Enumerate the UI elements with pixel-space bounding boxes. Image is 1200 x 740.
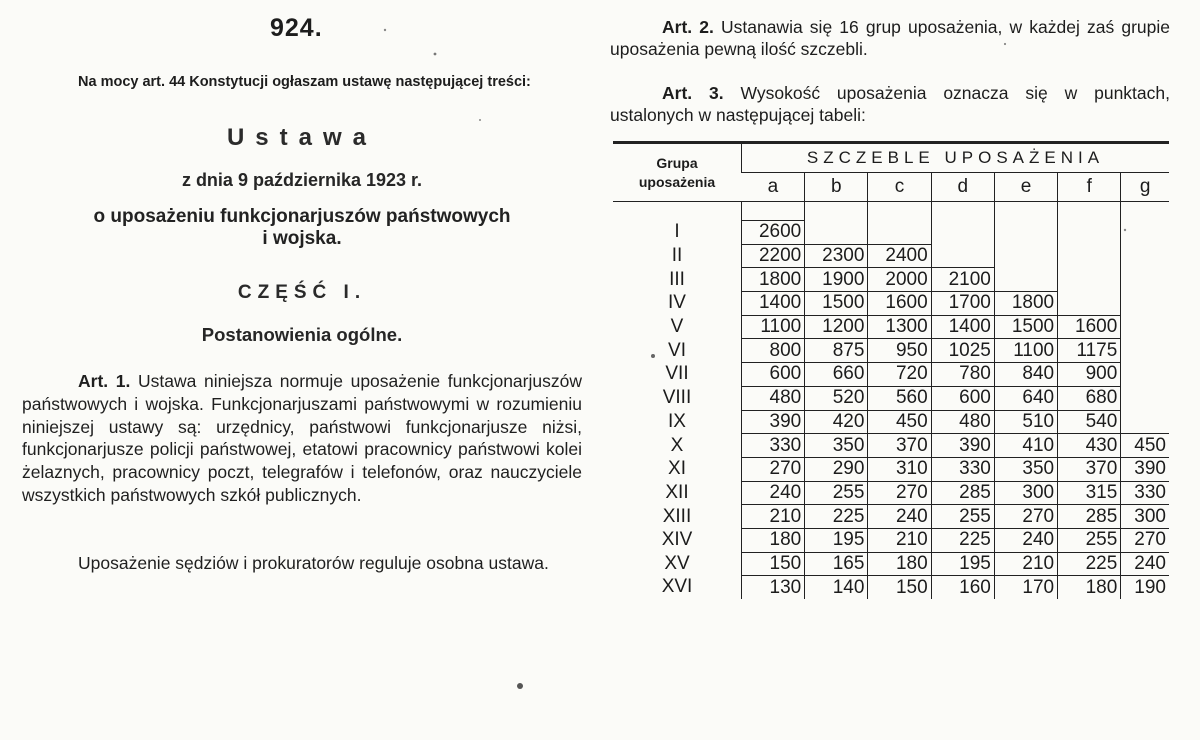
value-cell-d: 390	[931, 434, 994, 458]
article-2-label: Art. 2.	[662, 17, 714, 37]
law-subject-line-2: i wojska.	[262, 228, 342, 249]
value-cell-b: 1900	[805, 268, 868, 292]
value-cell-b: 225	[805, 505, 868, 529]
value-cell-d: 195	[931, 552, 994, 576]
value-cell-e: 240	[994, 528, 1057, 552]
group-header-line-2: uposażenia	[638, 173, 716, 190]
group-cell: XIV	[661, 529, 693, 551]
value-cell-d: 1700	[931, 292, 994, 316]
value-cell-f	[1058, 292, 1121, 316]
table-row	[613, 244, 1169, 268]
group-cell: XII	[665, 481, 689, 503]
group-cell: VI	[668, 339, 686, 361]
value-cell-b: 290	[805, 457, 868, 481]
value-cell-e: 170	[994, 576, 1057, 599]
section-heading: Postanowienia ogólne.	[201, 324, 403, 345]
speck	[434, 53, 437, 56]
value-cell-a: 180	[742, 528, 805, 552]
value-cell-b: 350	[805, 434, 868, 458]
value-cell-a: 600	[742, 363, 805, 387]
group-cell: XIII	[662, 505, 692, 527]
spacer-cell	[1121, 202, 1169, 221]
group-cell: X	[670, 434, 684, 456]
article-1-text: Ustawa niniejsza normuje uposażenie funkcjonarjuszów państwowych i wojska. Funkcjonarjuszami państwowymi w rozumieniu niniejszej ustawy są: urzędnicy, państwowi funkcjonarjusze niżsi, funkcjonarjusze policji państwowej, etatowi pracownicy państwowi kolei żelaznych, pracownicy poczt, telegrafów i telefonów, oraz nauczyciele wszystkich państwowych szkół publicznych.	[22, 371, 582, 505]
value-cell-b: 520	[805, 386, 868, 410]
value-cell-d	[931, 221, 994, 245]
value-cell-g: 390	[1121, 457, 1169, 481]
value-cell-e: 640	[994, 386, 1057, 410]
value-cell-c: 720	[868, 363, 931, 387]
group-cell: XVI	[661, 576, 693, 598]
value-cell-f: 900	[1058, 363, 1121, 387]
value-cell-d: 285	[931, 481, 994, 505]
value-cell-f: 1175	[1058, 339, 1121, 363]
value-cell-g: 270	[1121, 528, 1169, 552]
value-cell-c: 210	[868, 528, 931, 552]
value-cell-e: 840	[994, 363, 1057, 387]
value-cell-d: 480	[931, 410, 994, 434]
value-cell-b: 195	[805, 528, 868, 552]
table-row	[613, 268, 1169, 292]
table-row	[613, 315, 1169, 339]
law-date: z dnia 9 października 1923 r.	[181, 170, 423, 190]
group-cell: III	[669, 268, 685, 290]
spacer-row	[613, 202, 1169, 221]
article-1-paragraph	[22, 370, 582, 507]
value-cell-e: 1800	[994, 292, 1057, 316]
part-heading: CZĘŚĆ I.	[237, 282, 367, 303]
value-cell-a: 1400	[742, 292, 805, 316]
article-3-text: Wysokość uposażenia oznacza się w punktach, ustalonych w następującej tabeli:	[610, 83, 1170, 125]
value-cell-a: 2200	[742, 244, 805, 268]
value-cell-d: 225	[931, 528, 994, 552]
value-cell-f: 370	[1058, 457, 1121, 481]
value-cell-e: 270	[994, 505, 1057, 529]
value-cell-b: 140	[805, 576, 868, 599]
value-cell-c: 150	[868, 576, 931, 599]
value-cell-a: 240	[742, 481, 805, 505]
value-cell-f	[1058, 268, 1121, 292]
value-cell-b: 1500	[805, 292, 868, 316]
value-cell-c: 2000	[868, 268, 931, 292]
group-cell: XV	[664, 552, 690, 574]
group-cell: VIII	[662, 387, 692, 409]
value-cell-a: 210	[742, 505, 805, 529]
value-cell-g: 190	[1121, 576, 1169, 599]
value-cell-g: 330	[1121, 481, 1169, 505]
value-cell-e	[994, 268, 1057, 292]
value-cell-a: 1800	[742, 268, 805, 292]
table-row	[613, 221, 1169, 245]
value-cell-g	[1121, 244, 1169, 268]
value-cell-f: 225	[1058, 552, 1121, 576]
value-cell-c: 2400	[868, 244, 931, 268]
group-cell: II	[671, 245, 683, 267]
spacer-cell	[805, 202, 868, 221]
article-2-text: Ustanawia się 16 grup uposażenia, w każdej zaś grupie uposażenia pewną ilość szczebli.	[610, 17, 1170, 59]
table-row	[613, 363, 1169, 387]
speck	[384, 29, 386, 31]
value-cell-d: 780	[931, 363, 994, 387]
table-row	[613, 576, 1169, 599]
table-row	[613, 505, 1169, 529]
group-cell: IX	[668, 410, 686, 432]
value-cell-e: 510	[994, 410, 1057, 434]
article-3-label: Art. 3.	[662, 83, 724, 103]
value-cell-a: 330	[742, 434, 805, 458]
value-cell-c: 1600	[868, 292, 931, 316]
value-cell-d: 600	[931, 386, 994, 410]
value-cell-f: 680	[1058, 386, 1121, 410]
levels-header: SZCZEBLE UPOSAŻENIA	[742, 143, 1170, 173]
promulgation-text: Na mocy art. 44 Konstytucji ogłaszam ustawę następującej treści:	[78, 74, 531, 90]
column-header-g: g	[1121, 173, 1169, 202]
table-row	[613, 339, 1169, 363]
table-row	[613, 386, 1169, 410]
law-subject	[22, 206, 582, 250]
value-cell-b: 420	[805, 410, 868, 434]
value-cell-f: 315	[1058, 481, 1121, 505]
value-cell-c: 310	[868, 457, 931, 481]
group-cell: XI	[668, 458, 686, 480]
page-number: 924.	[270, 14, 323, 42]
value-cell-e: 350	[994, 457, 1057, 481]
column-header-d: d	[931, 173, 994, 202]
value-cell-c: 180	[868, 552, 931, 576]
group-column-header	[613, 143, 742, 202]
value-cell-f: 180	[1058, 576, 1121, 599]
group-cell: I	[674, 221, 680, 243]
spacer-cell	[868, 202, 931, 221]
salary-points-table	[613, 141, 1169, 599]
value-cell-e: 1100	[994, 339, 1057, 363]
value-cell-e	[994, 221, 1057, 245]
group-header-line-1: Grupa	[656, 154, 698, 171]
value-cell-e: 410	[994, 434, 1057, 458]
column-header-f: f	[1058, 173, 1121, 202]
value-cell-a: 1100	[742, 315, 805, 339]
value-cell-c: 240	[868, 505, 931, 529]
value-cell-c: 370	[868, 434, 931, 458]
spacer-cell	[994, 202, 1057, 221]
value-cell-c	[868, 221, 931, 245]
table-row	[613, 457, 1169, 481]
table-row	[613, 552, 1169, 576]
value-cell-b: 255	[805, 481, 868, 505]
value-cell-g	[1121, 386, 1169, 410]
column-header-c: c	[868, 173, 931, 202]
value-cell-g	[1121, 268, 1169, 292]
value-cell-g: 300	[1121, 505, 1169, 529]
value-cell-d: 330	[931, 457, 994, 481]
value-cell-d	[931, 244, 994, 268]
value-cell-d: 1400	[931, 315, 994, 339]
value-cell-e: 1500	[994, 315, 1057, 339]
value-cell-d: 1025	[931, 339, 994, 363]
spacer-cell	[742, 202, 805, 221]
value-cell-d: 2100	[931, 268, 994, 292]
value-cell-a: 480	[742, 386, 805, 410]
value-cell-c: 450	[868, 410, 931, 434]
table-row	[613, 410, 1169, 434]
value-cell-b: 660	[805, 363, 868, 387]
table-row	[613, 434, 1169, 458]
value-cell-a: 800	[742, 339, 805, 363]
value-cell-b: 1200	[805, 315, 868, 339]
law-subject-line-1: o uposażeniu funkcjonarjuszów państwowych	[93, 206, 511, 227]
column-header-e: e	[994, 173, 1057, 202]
value-cell-c: 560	[868, 386, 931, 410]
value-cell-g	[1121, 363, 1169, 387]
value-cell-g	[1121, 339, 1169, 363]
column-header-b: b	[805, 173, 868, 202]
table-body	[613, 202, 1169, 600]
value-cell-b: 165	[805, 552, 868, 576]
group-cell: IV	[668, 292, 686, 314]
value-cell-a: 2600	[742, 221, 805, 245]
value-cell-f: 1600	[1058, 315, 1121, 339]
article-1-paragraph-2: Uposażenie sędziów i prokuratorów reguluje osobna ustawa.	[78, 553, 549, 573]
value-cell-c: 270	[868, 481, 931, 505]
value-cell-f: 255	[1058, 528, 1121, 552]
value-cell-b: 875	[805, 339, 868, 363]
law-title: Ustawa	[226, 124, 378, 151]
value-cell-a: 130	[742, 576, 805, 599]
value-cell-a: 150	[742, 552, 805, 576]
value-cell-e: 210	[994, 552, 1057, 576]
value-cell-f: 285	[1058, 505, 1121, 529]
spacer-cell	[1058, 202, 1121, 221]
value-cell-g	[1121, 221, 1169, 245]
value-cell-a: 390	[742, 410, 805, 434]
value-cell-g	[1121, 410, 1169, 434]
value-cell-g	[1121, 315, 1169, 339]
value-cell-f	[1058, 221, 1121, 245]
spacer-cell	[613, 202, 742, 221]
value-cell-g	[1121, 292, 1169, 316]
value-cell-f: 430	[1058, 434, 1121, 458]
group-cell: VII	[665, 363, 689, 385]
article-1-label: Art. 1.	[78, 371, 131, 391]
value-cell-e	[994, 244, 1057, 268]
spacer-cell	[931, 202, 994, 221]
table-row	[613, 292, 1169, 316]
value-cell-c: 950	[868, 339, 931, 363]
value-cell-c: 1300	[868, 315, 931, 339]
group-cell: V	[670, 316, 684, 338]
value-cell-f	[1058, 244, 1121, 268]
speck	[517, 683, 523, 689]
article-2-paragraph	[610, 16, 1170, 60]
table-row	[613, 481, 1169, 505]
value-cell-g: 240	[1121, 552, 1169, 576]
value-cell-b	[805, 221, 868, 245]
table-row	[613, 528, 1169, 552]
speck	[479, 119, 481, 121]
value-cell-d: 160	[931, 576, 994, 599]
column-header-a: a	[742, 173, 805, 202]
value-cell-f: 540	[1058, 410, 1121, 434]
value-cell-e: 300	[994, 481, 1057, 505]
article-3-paragraph	[610, 82, 1170, 126]
value-cell-g: 450	[1121, 434, 1169, 458]
value-cell-a: 270	[742, 457, 805, 481]
value-cell-b: 2300	[805, 244, 868, 268]
value-cell-d: 255	[931, 505, 994, 529]
